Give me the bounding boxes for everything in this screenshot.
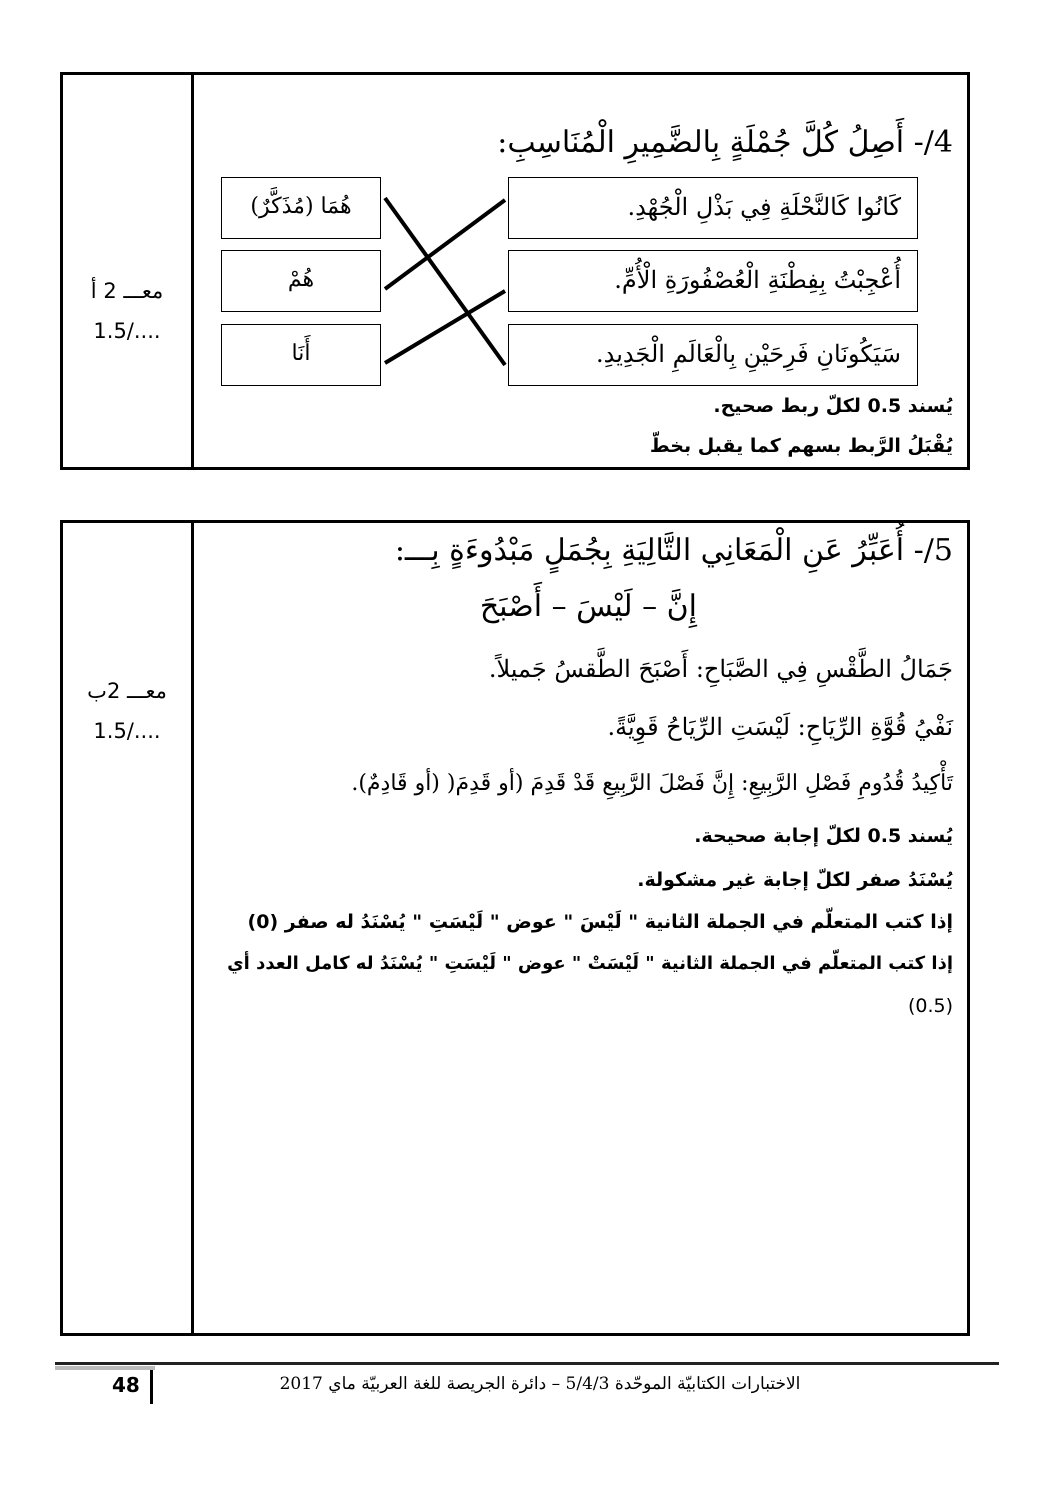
- question-4-box: [60, 72, 970, 470]
- sentence-box-2: أُعْجِبْتُ بِفِطْنَةِ الْعُصْفُورَةِ الْأُمِّ.: [508, 250, 918, 312]
- q5-side-panel: [63, 671, 191, 751]
- q4-title: 4/- أَصِلُ كُلَّ جُمْلَةٍ بِالضَّمِيرِ الْمُنَاسِبِ:: [497, 125, 953, 160]
- pronoun-box-3: أَنَا: [221, 324, 381, 386]
- q5-score-field: 1.5/....: [93, 719, 161, 743]
- q5-answer-2: نَفْيُ قُوَّةِ الرِّيَاحِ: لَيْسَتِ الرِّيَاحُ قَوِيَّةً.: [607, 713, 953, 741]
- question-5-box: [60, 520, 970, 1336]
- q5-note-2: يُسْنَدُ صفر لكلّ إجابة غير مشكولة.: [637, 869, 953, 891]
- q5-note-1: يُسند 0.5 لكلّ إجابة صحيحة.: [694, 825, 953, 847]
- footer-separator: [150, 1370, 153, 1404]
- footer-text: الاختبارات الكتابيّة الموحّدة 5/4/3 – دائرة الجريصة للغة العربيّة ماي 2017: [279, 1374, 801, 1394]
- q5-note-3: إذا كتب المتعلّم في الجملة الثانية " لَيْسَ " عوض " لَيْسَتِ " يُسْنَدُ له صفر (0): [247, 911, 953, 933]
- q5-words: إِنَّ – لَيْسَ – أَصْبَحَ: [479, 589, 697, 624]
- footer-shade: [55, 1366, 155, 1370]
- column-divider: [191, 523, 194, 1333]
- q4-note-2: يُقْبَلُ الرَّبط بسهم كما يقبل بخطّ: [649, 435, 953, 457]
- footer-rule: [55, 1362, 999, 1365]
- match-line-1: [385, 200, 505, 289]
- pronoun-box-1: هُمَا (مُذَكَّرٌ): [221, 177, 381, 239]
- q5-answer-3: تَأْكِيدُ قُدُومِ فَصْلِ الرَّبِيعِ: إِنَّ فَصْلَ الرَّبِيعِ قَدْ قَدِمَ (أو قَدِمَ( (أو قَادِمٌ).: [351, 771, 953, 796]
- q4-score-field: 1.5/....: [93, 319, 161, 343]
- q5-title: 5/- أُعَبِّرُ عَنِ الْمَعَانِي التَّالِيَةِ بِجُمَلٍ مَبْدُوءَةٍ بِـــ:: [394, 533, 953, 568]
- match-line-2: [385, 291, 505, 363]
- match-line-3: [385, 198, 505, 365]
- pronoun-box-2: هُمْ: [221, 250, 381, 312]
- q4-criterion-code: معـــ 2 أ: [90, 279, 164, 303]
- sentence-box-1: كَانُوا كَالنَّحْلَةِ فِي بَذْلِ الْجُهْدِ.: [508, 177, 918, 239]
- q4-note-1: يُسند 0.5 لكلّ ربط صحيح.: [713, 395, 953, 417]
- q5-criterion-code: معـــ 2ب: [87, 679, 167, 703]
- q5-note-5: (0.5): [907, 995, 953, 1017]
- q5-note-4: إذا كتب المتعلّم في الجملة الثانية " لَيْسَتْ " عوض " لَيْسَتِ " يُسْنَدُ له كامل العدد أي: [227, 953, 953, 974]
- page-number: 48: [112, 1373, 140, 1397]
- q5-answer-1: جَمَالُ الطَّقْسِ فِي الصَّبَاحِ: أَصْبَحَ الطَّقسُ جَميلاً.: [488, 655, 953, 683]
- sentence-box-3: سَيَكُونَانِ فَرِحَيْنِ بِالْعَالَمِ الْجَدِيدِ.: [508, 324, 918, 386]
